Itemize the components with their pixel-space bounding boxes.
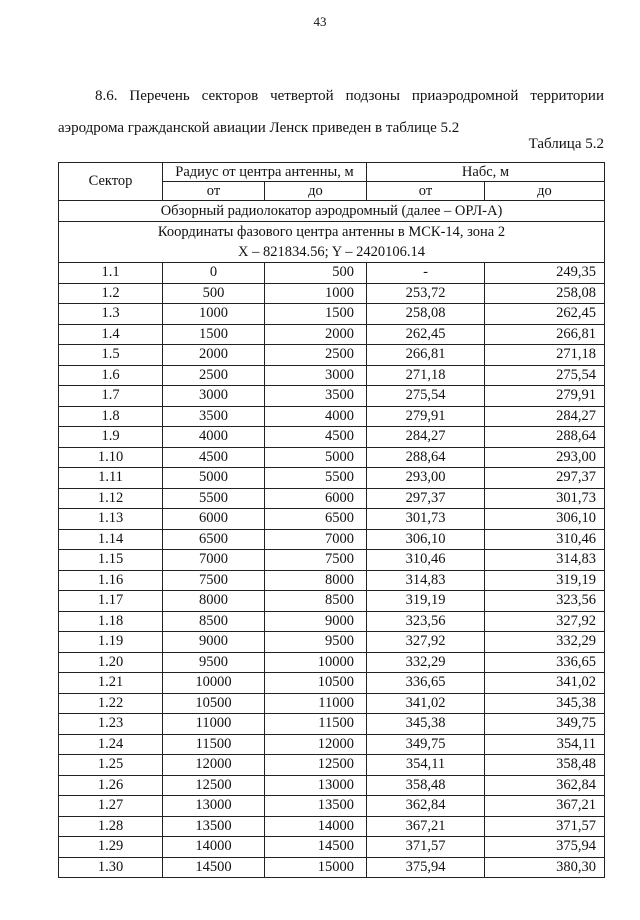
table-row bbox=[59, 447, 605, 468]
table-row bbox=[59, 263, 605, 284]
cell-sector: 1.29 bbox=[59, 837, 163, 858]
cell-radius-from: 7500 bbox=[163, 570, 265, 591]
intro-paragraph bbox=[58, 80, 604, 144]
cell-sector: 1.13 bbox=[59, 509, 163, 530]
cell-habs-from: - bbox=[367, 263, 485, 284]
cell-radius-from: 11500 bbox=[163, 734, 265, 755]
cell-radius-to: 6500 bbox=[265, 509, 367, 530]
cell-radius-to: 6000 bbox=[265, 488, 367, 509]
cell-radius-from: 2000 bbox=[163, 345, 265, 366]
coordinates-line-2: X – 821834.56; Y – 2420106.14 bbox=[237, 244, 426, 260]
cell-sector: 1.10 bbox=[59, 447, 163, 468]
cell-habs-from: 293,00 bbox=[367, 468, 485, 489]
cell-habs-to: 306,10 bbox=[485, 509, 605, 530]
table-row bbox=[59, 652, 605, 673]
cell-habs-to: 349,75 bbox=[485, 714, 605, 735]
cell-radius-to: 1500 bbox=[265, 304, 367, 325]
table-row bbox=[59, 283, 605, 304]
table-row bbox=[59, 550, 605, 571]
cell-habs-from: 345,38 bbox=[367, 714, 485, 735]
cell-habs-from: 301,73 bbox=[367, 509, 485, 530]
cell-radius-to: 8000 bbox=[265, 570, 367, 591]
cell-sector: 1.26 bbox=[59, 775, 163, 796]
cell-radius-from: 7000 bbox=[163, 550, 265, 571]
cell-habs-to: 341,02 bbox=[485, 673, 605, 694]
cell-habs-to: 345,38 bbox=[485, 693, 605, 714]
cell-radius-to: 13000 bbox=[265, 775, 367, 796]
cell-habs-to: 367,21 bbox=[485, 796, 605, 817]
cell-sector: 1.8 bbox=[59, 406, 163, 427]
cell-radius-to: 11000 bbox=[265, 693, 367, 714]
cell-radius-from: 9000 bbox=[163, 632, 265, 653]
cell-habs-from: 319,19 bbox=[367, 591, 485, 612]
cell-habs-to: 279,91 bbox=[485, 386, 605, 407]
cell-habs-to: 310,46 bbox=[485, 529, 605, 550]
cell-habs-from: 349,75 bbox=[367, 734, 485, 755]
cell-radius-from: 1000 bbox=[163, 304, 265, 325]
table-row bbox=[59, 632, 605, 653]
cell-sector: 1.24 bbox=[59, 734, 163, 755]
cell-radius-to: 9500 bbox=[265, 632, 367, 653]
cell-radius-to: 3000 bbox=[265, 365, 367, 386]
table-row bbox=[59, 775, 605, 796]
cell-radius-to: 9000 bbox=[265, 611, 367, 632]
cell-radius-from: 0 bbox=[163, 263, 265, 284]
cell-radius-to: 7500 bbox=[265, 550, 367, 571]
cell-radius-to: 2500 bbox=[265, 345, 367, 366]
cell-sector: 1.19 bbox=[59, 632, 163, 653]
cell-radius-to: 3500 bbox=[265, 386, 367, 407]
cell-habs-from: 332,29 bbox=[367, 652, 485, 673]
coordinates-line-1: Координаты фазового центра антенны в МСК-14, зона 2 bbox=[157, 224, 506, 240]
table-row bbox=[59, 796, 605, 817]
cell-sector: 1.18 bbox=[59, 611, 163, 632]
cell-sector: 1.9 bbox=[59, 427, 163, 448]
header-radius: Радиус от центра антенны, м bbox=[163, 163, 367, 182]
cell-radius-from: 10000 bbox=[163, 673, 265, 694]
cell-habs-from: 279,91 bbox=[367, 406, 485, 427]
cell-radius-from: 3000 bbox=[163, 386, 265, 407]
cell-habs-from: 275,54 bbox=[367, 386, 485, 407]
cell-habs-from: 253,72 bbox=[367, 283, 485, 304]
radar-row: Обзорный радиолокатор аэродромный (далее – ОРЛ-А) bbox=[59, 201, 605, 222]
cell-radius-to: 12500 bbox=[265, 755, 367, 776]
cell-radius-to: 14500 bbox=[265, 837, 367, 858]
cell-habs-from: 367,21 bbox=[367, 816, 485, 837]
cell-habs-from: 354,11 bbox=[367, 755, 485, 776]
cell-radius-from: 8500 bbox=[163, 611, 265, 632]
cell-sector: 1.5 bbox=[59, 345, 163, 366]
cell-habs-to: 380,30 bbox=[485, 857, 605, 878]
table-row bbox=[59, 714, 605, 735]
cell-radius-from: 10500 bbox=[163, 693, 265, 714]
table-row bbox=[59, 755, 605, 776]
table-row bbox=[59, 570, 605, 591]
cell-habs-from: 327,92 bbox=[367, 632, 485, 653]
cell-habs-from: 297,37 bbox=[367, 488, 485, 509]
cell-sector: 1.22 bbox=[59, 693, 163, 714]
table-row bbox=[59, 837, 605, 858]
cell-habs-from: 310,46 bbox=[367, 550, 485, 571]
cell-habs-from: 284,27 bbox=[367, 427, 485, 448]
cell-sector: 1.4 bbox=[59, 324, 163, 345]
cell-habs-to: 275,54 bbox=[485, 365, 605, 386]
cell-radius-from: 4500 bbox=[163, 447, 265, 468]
cell-habs-from: 314,83 bbox=[367, 570, 485, 591]
cell-sector: 1.25 bbox=[59, 755, 163, 776]
cell-habs-to: 271,18 bbox=[485, 345, 605, 366]
cell-radius-from: 6000 bbox=[163, 509, 265, 530]
page-number: 43 bbox=[313, 14, 327, 29]
cell-habs-from: 341,02 bbox=[367, 693, 485, 714]
table-row bbox=[59, 509, 605, 530]
cell-radius-from: 5500 bbox=[163, 488, 265, 509]
cell-habs-to: 336,65 bbox=[485, 652, 605, 673]
table-row bbox=[59, 611, 605, 632]
table-caption: Таблица 5.2 bbox=[528, 136, 604, 152]
table-row bbox=[59, 673, 605, 694]
cell-radius-to: 5000 bbox=[265, 447, 367, 468]
table-row bbox=[59, 386, 605, 407]
cell-radius-to: 11500 bbox=[265, 714, 367, 735]
table-row bbox=[59, 304, 605, 325]
cell-radius-to: 8500 bbox=[265, 591, 367, 612]
cell-radius-to: 500 bbox=[265, 263, 367, 284]
cell-radius-from: 3500 bbox=[163, 406, 265, 427]
cell-sector: 1.30 bbox=[59, 857, 163, 878]
cell-radius-to: 2000 bbox=[265, 324, 367, 345]
cell-radius-to: 4500 bbox=[265, 427, 367, 448]
cell-sector: 1.17 bbox=[59, 591, 163, 612]
table-row bbox=[59, 427, 605, 448]
cell-habs-from: 288,64 bbox=[367, 447, 485, 468]
cell-radius-from: 5000 bbox=[163, 468, 265, 489]
cell-radius-from: 500 bbox=[163, 283, 265, 304]
header-habs-to: до bbox=[485, 182, 605, 201]
cell-habs-from: 375,94 bbox=[367, 857, 485, 878]
table-row bbox=[59, 406, 605, 427]
cell-radius-to: 10000 bbox=[265, 652, 367, 673]
cell-habs-to: 319,19 bbox=[485, 570, 605, 591]
cell-radius-from: 4000 bbox=[163, 427, 265, 448]
cell-habs-to: 249,35 bbox=[485, 263, 605, 284]
cell-radius-from: 1500 bbox=[163, 324, 265, 345]
cell-habs-from: 306,10 bbox=[367, 529, 485, 550]
cell-habs-to: 297,37 bbox=[485, 468, 605, 489]
table-row bbox=[59, 345, 605, 366]
cell-radius-from: 12500 bbox=[163, 775, 265, 796]
cell-sector: 1.12 bbox=[59, 488, 163, 509]
cell-habs-from: 371,57 bbox=[367, 837, 485, 858]
cell-radius-to: 15000 bbox=[265, 857, 367, 878]
cell-habs-from: 323,56 bbox=[367, 611, 485, 632]
cell-radius-from: 13000 bbox=[163, 796, 265, 817]
table-row bbox=[59, 365, 605, 386]
cell-habs-to: 293,00 bbox=[485, 447, 605, 468]
cell-habs-from: 262,45 bbox=[367, 324, 485, 345]
cell-radius-to: 4000 bbox=[265, 406, 367, 427]
cell-sector: 1.27 bbox=[59, 796, 163, 817]
cell-radius-to: 14000 bbox=[265, 816, 367, 837]
cell-habs-to: 288,64 bbox=[485, 427, 605, 448]
cell-radius-to: 1000 bbox=[265, 283, 367, 304]
cell-habs-to: 327,92 bbox=[485, 611, 605, 632]
cell-radius-from: 14500 bbox=[163, 857, 265, 878]
cell-sector: 1.2 bbox=[59, 283, 163, 304]
cell-habs-from: 258,08 bbox=[367, 304, 485, 325]
cell-sector: 1.20 bbox=[59, 652, 163, 673]
cell-radius-from: 8000 bbox=[163, 591, 265, 612]
cell-habs-from: 362,84 bbox=[367, 796, 485, 817]
cell-habs-to: 362,84 bbox=[485, 775, 605, 796]
cell-habs-to: 354,11 bbox=[485, 734, 605, 755]
cell-sector: 1.28 bbox=[59, 816, 163, 837]
cell-sector: 1.21 bbox=[59, 673, 163, 694]
cell-habs-from: 271,18 bbox=[367, 365, 485, 386]
cell-radius-from: 6500 bbox=[163, 529, 265, 550]
cell-radius-from: 12000 bbox=[163, 755, 265, 776]
cell-habs-to: 314,83 bbox=[485, 550, 605, 571]
table-row bbox=[59, 324, 605, 345]
header-radius-from: от bbox=[163, 182, 265, 201]
cell-habs-to: 358,48 bbox=[485, 755, 605, 776]
sectors-table bbox=[58, 162, 605, 878]
cell-radius-to: 12000 bbox=[265, 734, 367, 755]
intro-line-2: аэродрома гражданской авиации Ленск приведен в таблице 5.2 bbox=[58, 120, 460, 136]
cell-habs-to: 375,94 bbox=[485, 837, 605, 858]
cell-habs-to: 332,29 bbox=[485, 632, 605, 653]
cell-sector: 1.14 bbox=[59, 529, 163, 550]
table-row bbox=[59, 857, 605, 878]
cell-sector: 1.11 bbox=[59, 468, 163, 489]
cell-radius-from: 2500 bbox=[163, 365, 265, 386]
cell-habs-to: 284,27 bbox=[485, 406, 605, 427]
header-radius-to: до bbox=[265, 182, 367, 201]
cell-sector: 1.23 bbox=[59, 714, 163, 735]
table-row bbox=[59, 693, 605, 714]
cell-habs-from: 336,65 bbox=[367, 673, 485, 694]
table-row bbox=[59, 591, 605, 612]
cell-sector: 1.15 bbox=[59, 550, 163, 571]
cell-sector: 1.7 bbox=[59, 386, 163, 407]
cell-sector: 1.16 bbox=[59, 570, 163, 591]
cell-habs-to: 323,56 bbox=[485, 591, 605, 612]
table-row bbox=[59, 468, 605, 489]
cell-radius-from: 13500 bbox=[163, 816, 265, 837]
header-sector: Сектор bbox=[59, 163, 163, 201]
cell-habs-to: 262,45 bbox=[485, 304, 605, 325]
cell-sector: 1.1 bbox=[59, 263, 163, 284]
cell-habs-from: 266,81 bbox=[367, 345, 485, 366]
cell-habs-to: 258,08 bbox=[485, 283, 605, 304]
header-habs-from: от bbox=[367, 182, 485, 201]
cell-radius-to: 13500 bbox=[265, 796, 367, 817]
cell-habs-to: 371,57 bbox=[485, 816, 605, 837]
table-row bbox=[59, 734, 605, 755]
cell-habs-to: 301,73 bbox=[485, 488, 605, 509]
cell-radius-to: 7000 bbox=[265, 529, 367, 550]
cell-sector: 1.6 bbox=[59, 365, 163, 386]
table-row bbox=[59, 529, 605, 550]
header-habs: Набс, м bbox=[367, 163, 605, 182]
intro-line-1: 8.6. Перечень секторов четвертой подзоны приаэродромной территории bbox=[95, 88, 604, 104]
cell-radius-to: 10500 bbox=[265, 673, 367, 694]
cell-habs-to: 266,81 bbox=[485, 324, 605, 345]
cell-radius-to: 5500 bbox=[265, 468, 367, 489]
cell-radius-from: 11000 bbox=[163, 714, 265, 735]
table-row bbox=[59, 488, 605, 509]
coordinates-row bbox=[59, 222, 605, 263]
cell-sector: 1.3 bbox=[59, 304, 163, 325]
cell-radius-from: 9500 bbox=[163, 652, 265, 673]
cell-habs-from: 358,48 bbox=[367, 775, 485, 796]
cell-radius-from: 14000 bbox=[163, 837, 265, 858]
table-row bbox=[59, 816, 605, 837]
